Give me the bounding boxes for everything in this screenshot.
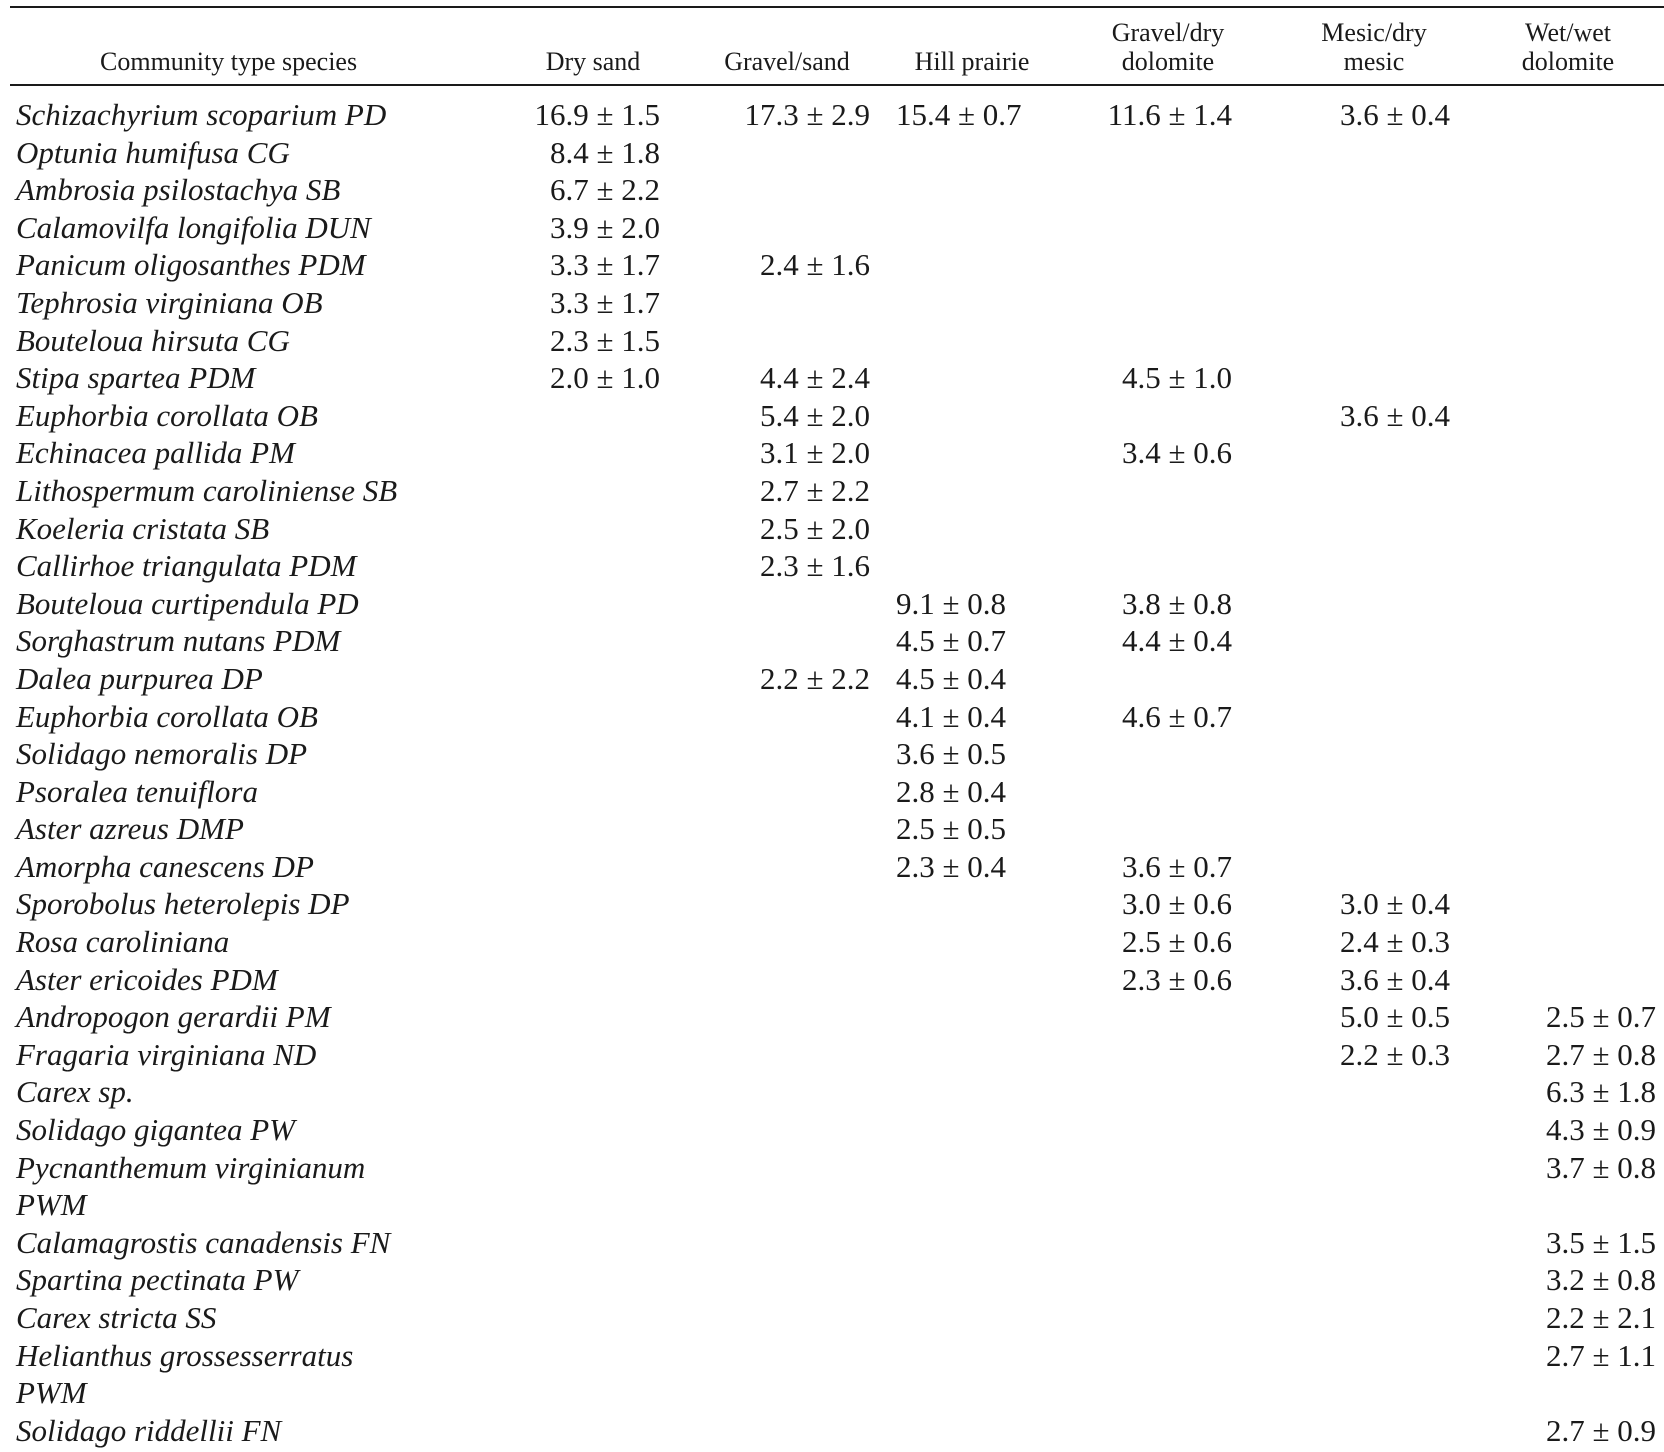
- table-row: [10, 1412, 1664, 1450]
- value-cell: [690, 171, 884, 209]
- value-cell: 6.3 ± 1.8: [1545, 1074, 1656, 1110]
- species-name-cell: Carex stricta SS: [16, 1300, 217, 1335]
- value-cell: 3.9 ± 2.0: [549, 209, 660, 245]
- value-cell: [884, 1299, 1060, 1337]
- value-cell: [690, 1299, 884, 1337]
- table-row: [10, 998, 1664, 1036]
- value-cell: [690, 1224, 884, 1262]
- value-cell: [690, 1412, 884, 1450]
- value-cell: [1276, 322, 1472, 360]
- value-cell: [1060, 472, 1276, 510]
- value-cell: [884, 510, 1060, 548]
- species-name-cell: Bouteloua hirsuta CG: [16, 322, 290, 358]
- value-cell: [1472, 547, 1664, 585]
- table-row: [10, 848, 1664, 886]
- value-cell: [690, 810, 884, 848]
- value-cell: [884, 1412, 1060, 1450]
- value-cell: 3.3 ± 1.7: [549, 247, 660, 283]
- value-cell: 2.7 ± 0.9: [1545, 1412, 1656, 1448]
- value-cell: [1276, 735, 1472, 773]
- value-cell: [1060, 1111, 1276, 1149]
- value-cell: [1472, 585, 1664, 623]
- species-name-cell: Solidago gigantea PW: [16, 1112, 295, 1148]
- value-cell: [1060, 209, 1276, 247]
- species-name-cell: Spartina pectinata PW: [16, 1262, 299, 1298]
- value-cell: 17.3 ± 2.9: [744, 97, 870, 132]
- value-cell: [1060, 397, 1276, 435]
- value-cell: [1472, 885, 1664, 923]
- value-cell: 2.5 ± 2.0: [759, 510, 870, 546]
- value-cell: [496, 585, 690, 623]
- table-row: [10, 1149, 1664, 1224]
- table-row: [10, 397, 1664, 435]
- species-name-cell: Calamagrostis canadensis FN: [16, 1224, 391, 1260]
- value-cell: [1060, 660, 1276, 698]
- value-cell: [1276, 134, 1472, 172]
- value-cell: 3.6 ± 0.5: [896, 736, 1007, 772]
- value-cell: [690, 735, 884, 773]
- value-cell: 3.6 ± 0.4: [1339, 961, 1450, 997]
- value-cell: [1276, 848, 1472, 886]
- value-cell: 6.7 ± 2.2: [549, 172, 660, 208]
- value-cell: [884, 1224, 1060, 1262]
- table-row: [10, 1224, 1664, 1262]
- table-row: [10, 622, 1664, 660]
- value-cell: [1276, 698, 1472, 736]
- value-cell: [1472, 698, 1664, 736]
- value-cell: [1276, 1299, 1472, 1337]
- table-row: [10, 85, 1664, 134]
- value-cell: 2.3 ± 1.6: [759, 548, 870, 584]
- value-cell: [496, 434, 690, 472]
- value-cell: [496, 998, 690, 1036]
- value-cell: [1276, 585, 1472, 623]
- value-cell: [1472, 85, 1664, 134]
- value-cell: [496, 1412, 690, 1450]
- value-cell: 3.2 ± 0.8: [1545, 1262, 1656, 1298]
- value-cell: [1276, 1073, 1472, 1111]
- value-cell: [496, 510, 690, 548]
- value-cell: [690, 1337, 884, 1412]
- table-row: [10, 171, 1664, 209]
- value-cell: 3.4 ± 0.6: [1121, 435, 1232, 471]
- value-cell: [1276, 1337, 1472, 1412]
- species-name-cell: Euphorbia corollata OB: [16, 397, 318, 433]
- value-cell: [496, 848, 690, 886]
- value-cell: [1060, 1337, 1276, 1412]
- value-cell: [1276, 472, 1472, 510]
- table-row: [10, 1073, 1664, 1111]
- table-row: [10, 284, 1664, 322]
- value-cell: [1276, 622, 1472, 660]
- table-container: [10, 6, 1664, 1449]
- value-cell: [690, 1036, 884, 1074]
- value-cell: 2.8 ± 0.4: [896, 773, 1007, 809]
- value-cell: 2.3 ± 0.6: [1121, 961, 1232, 997]
- table-body: [10, 85, 1664, 1449]
- header-wet-wet-dolomite: Wet/wet dolomite: [1521, 18, 1615, 76]
- value-cell: [1060, 1036, 1276, 1074]
- value-cell: [1276, 246, 1472, 284]
- table-row: [10, 585, 1664, 623]
- value-cell: [1060, 1073, 1276, 1111]
- header-row: [10, 7, 1664, 85]
- value-cell: 4.5 ± 0.7: [896, 623, 1007, 659]
- value-cell: [690, 1261, 884, 1299]
- species-name-cell: Panicum oligosanthes PDM: [16, 247, 366, 283]
- value-cell: [1472, 848, 1664, 886]
- value-cell: [884, 1073, 1060, 1111]
- value-cell: 4.4 ± 2.4: [759, 360, 870, 396]
- header-dry-sand: Dry sand: [545, 47, 641, 76]
- table-row: [10, 660, 1664, 698]
- value-cell: [1276, 434, 1472, 472]
- species-name-cell: Tephrosia virginiana OB: [16, 284, 323, 320]
- value-cell: [884, 134, 1060, 172]
- value-cell: [1060, 773, 1276, 811]
- value-cell: [496, 1149, 690, 1224]
- value-cell: 4.5 ± 0.4: [896, 660, 1007, 696]
- value-cell: [1472, 134, 1664, 172]
- value-cell: 3.0 ± 0.4: [1339, 886, 1450, 922]
- value-cell: [496, 547, 690, 585]
- value-cell: [1276, 359, 1472, 397]
- value-cell: [496, 397, 690, 435]
- header-gravel-sand: Gravel/sand: [724, 47, 850, 76]
- value-cell: [1276, 284, 1472, 322]
- value-cell: [496, 810, 690, 848]
- value-cell: 4.6 ± 0.7: [1121, 698, 1232, 734]
- value-cell: [884, 547, 1060, 585]
- value-cell: [496, 1261, 690, 1299]
- value-cell: [1472, 322, 1664, 360]
- value-cell: [884, 472, 1060, 510]
- value-cell: [496, 622, 690, 660]
- species-name-cell: Ambrosia psilostachya SB: [16, 172, 341, 208]
- value-cell: [1276, 1412, 1472, 1450]
- value-cell: [884, 359, 1060, 397]
- species-name-cell: Calamovilfa longifolia DUN: [16, 209, 371, 245]
- value-cell: [884, 171, 1060, 209]
- value-cell: [1472, 284, 1664, 322]
- value-cell: [496, 773, 690, 811]
- value-cell: 15.4 ± 0.7: [896, 97, 1022, 132]
- value-cell: [884, 1337, 1060, 1412]
- value-cell: [1472, 472, 1664, 510]
- value-cell: [884, 397, 1060, 435]
- value-cell: [496, 472, 690, 510]
- value-cell: [496, 885, 690, 923]
- value-cell: [884, 284, 1060, 322]
- value-cell: [1276, 209, 1472, 247]
- value-cell: [1060, 1412, 1276, 1450]
- table-row: [10, 134, 1664, 172]
- value-cell: [1472, 246, 1664, 284]
- species-name-cell: Psoralea tenuiflora: [16, 773, 258, 809]
- species-name-cell: Lithospermum caroliniense SB: [16, 472, 398, 508]
- value-cell: 2.5 ± 0.7: [1545, 999, 1656, 1035]
- table-row: [10, 885, 1664, 923]
- value-cell: [690, 1149, 884, 1224]
- value-cell: [884, 1149, 1060, 1224]
- value-cell: [884, 998, 1060, 1036]
- value-cell: [1276, 810, 1472, 848]
- species-name-cell: Schizachyrium scoparium PD: [16, 97, 387, 132]
- value-cell: [884, 1261, 1060, 1299]
- table-row: [10, 1111, 1664, 1149]
- value-cell: [884, 885, 1060, 923]
- value-cell: [884, 434, 1060, 472]
- value-cell: 11.6 ± 1.4: [1107, 97, 1232, 132]
- value-cell: 3.1 ± 2.0: [759, 435, 870, 471]
- value-cell: [1472, 359, 1664, 397]
- value-cell: [1276, 660, 1472, 698]
- value-cell: [496, 735, 690, 773]
- value-cell: 2.7 ± 1.1: [1545, 1337, 1656, 1373]
- table-row: [10, 472, 1664, 510]
- value-cell: [496, 1073, 690, 1111]
- value-cell: 4.3 ± 0.9: [1545, 1112, 1656, 1148]
- value-cell: [1060, 547, 1276, 585]
- value-cell: 4.5 ± 1.0: [1121, 360, 1232, 396]
- value-cell: [1276, 773, 1472, 811]
- species-name-cell: Rosa caroliniana: [16, 924, 230, 960]
- value-cell: [1060, 1149, 1276, 1224]
- table-row: [10, 923, 1664, 961]
- species-name-cell: Echinacea pallida PM: [16, 435, 295, 471]
- species-name-cell: Optunia humifusa CG: [16, 134, 290, 170]
- value-cell: [1472, 961, 1664, 999]
- value-cell: [1276, 1111, 1472, 1149]
- value-cell: [1472, 773, 1664, 811]
- header-hill-prairie: Hill prairie: [914, 47, 1030, 76]
- value-cell: 3.3 ± 1.7: [549, 284, 660, 320]
- value-cell: [1060, 171, 1276, 209]
- value-cell: [1276, 510, 1472, 548]
- value-cell: 3.6 ± 0.7: [1121, 848, 1232, 884]
- species-table: [10, 6, 1664, 1449]
- value-cell: 3.0 ± 0.6: [1121, 886, 1232, 922]
- table-row: [10, 510, 1664, 548]
- species-name-cell: Bouteloua curtipendula PD: [16, 585, 359, 621]
- value-cell: 2.5 ± 0.5: [896, 811, 1007, 847]
- value-cell: 2.5 ± 0.6: [1121, 924, 1232, 960]
- value-cell: [1472, 660, 1664, 698]
- value-cell: [884, 1036, 1060, 1074]
- value-cell: [690, 1073, 884, 1111]
- table-row: [10, 773, 1664, 811]
- value-cell: [690, 322, 884, 360]
- species-name-cell: Fragaria virginiana ND: [16, 1036, 317, 1072]
- species-name-cell: Koeleria cristata SB: [16, 510, 270, 546]
- value-cell: 2.4 ± 0.3: [1339, 924, 1450, 960]
- table-row: [10, 322, 1664, 360]
- value-cell: [690, 585, 884, 623]
- value-cell: [690, 622, 884, 660]
- value-cell: 5.0 ± 0.5: [1339, 999, 1450, 1035]
- value-cell: [496, 1224, 690, 1262]
- value-cell: [1060, 322, 1276, 360]
- table-header: [10, 7, 1664, 85]
- value-cell: [884, 246, 1060, 284]
- value-cell: [1060, 1299, 1276, 1337]
- species-name-cell: Carex sp.: [16, 1074, 134, 1110]
- table-row: [10, 547, 1664, 585]
- value-cell: 9.1 ± 0.8: [896, 585, 1007, 621]
- value-cell: [1472, 622, 1664, 660]
- value-cell: [1060, 284, 1276, 322]
- value-cell: [496, 1299, 690, 1337]
- species-name-cell: Callirhoe triangulata PDM: [16, 548, 357, 584]
- table-row: [10, 698, 1664, 736]
- value-cell: 5.4 ± 2.0: [759, 397, 870, 433]
- value-cell: [690, 134, 884, 172]
- table-row: [10, 434, 1664, 472]
- value-cell: [1060, 998, 1276, 1036]
- table-row: [10, 961, 1664, 999]
- species-name-cell: Aster ericoides PDM: [16, 961, 278, 997]
- species-name-cell: Helianthus grossesserratus PWM: [16, 1337, 354, 1411]
- value-cell: [1276, 1224, 1472, 1262]
- value-cell: [496, 961, 690, 999]
- value-cell: [1472, 735, 1664, 773]
- value-cell: 2.0 ± 1.0: [549, 360, 660, 396]
- species-name-cell: Sporobolus heterolepis DP: [16, 886, 350, 922]
- header-mesic-dry-mesic: Mesic/dry mesic: [1321, 18, 1427, 76]
- species-name-cell: Euphorbia corollata OB: [16, 698, 318, 734]
- value-cell: [1060, 735, 1276, 773]
- value-cell: [1060, 810, 1276, 848]
- value-cell: 3.7 ± 0.8: [1545, 1149, 1656, 1185]
- value-cell: [690, 923, 884, 961]
- value-cell: 3.6 ± 0.4: [1339, 397, 1450, 433]
- species-name-cell: Andropogon gerardii PM: [16, 999, 331, 1035]
- value-cell: [1060, 246, 1276, 284]
- value-cell: 2.7 ± 0.8: [1545, 1036, 1656, 1072]
- value-cell: 2.7 ± 2.2: [759, 472, 870, 508]
- value-cell: 2.3 ± 0.4: [896, 848, 1007, 884]
- value-cell: [1276, 171, 1472, 209]
- header-gravel-dry-dolomite: Gravel/dry dolomite: [1111, 18, 1225, 76]
- value-cell: 2.2 ± 0.3: [1339, 1036, 1450, 1072]
- species-name-cell: Stipa spartea PDM: [16, 360, 256, 396]
- header-species: Community type species: [100, 47, 358, 76]
- value-cell: [1472, 397, 1664, 435]
- value-cell: [496, 1036, 690, 1074]
- value-cell: [1472, 923, 1664, 961]
- value-cell: [884, 1111, 1060, 1149]
- value-cell: [496, 1111, 690, 1149]
- value-cell: [1472, 810, 1664, 848]
- value-cell: [690, 698, 884, 736]
- species-name-cell: Solidago nemoralis DP: [16, 736, 308, 772]
- value-cell: [1060, 1224, 1276, 1262]
- value-cell: 4.1 ± 0.4: [896, 698, 1007, 734]
- value-cell: [690, 284, 884, 322]
- value-cell: [690, 998, 884, 1036]
- value-cell: 3.5 ± 1.5: [1545, 1224, 1656, 1260]
- species-name-cell: Aster azreus DMP: [16, 811, 244, 847]
- value-cell: [884, 923, 1060, 961]
- value-cell: [1472, 209, 1664, 247]
- table-row: [10, 209, 1664, 247]
- table-row: [10, 359, 1664, 397]
- value-cell: [1060, 510, 1276, 548]
- value-cell: [1472, 510, 1664, 548]
- species-name-cell: Pycnanthemum virginianum PWM: [16, 1149, 366, 1223]
- value-cell: 4.4 ± 0.4: [1121, 623, 1232, 659]
- value-cell: [496, 1337, 690, 1412]
- value-cell: [690, 961, 884, 999]
- species-name-cell: Sorghastrum nutans PDM: [16, 623, 341, 659]
- value-cell: [1276, 1149, 1472, 1224]
- value-cell: 2.4 ± 1.6: [759, 247, 870, 283]
- value-cell: [496, 698, 690, 736]
- value-cell: [690, 1111, 884, 1149]
- value-cell: 2.2 ± 2.1: [1545, 1300, 1656, 1335]
- value-cell: [690, 848, 884, 886]
- table-row: [10, 1337, 1664, 1412]
- value-cell: [884, 961, 1060, 999]
- species-name-cell: Solidago riddellii FN: [16, 1412, 282, 1448]
- table-row: [10, 1036, 1664, 1074]
- value-cell: 2.3 ± 1.5: [549, 322, 660, 358]
- value-cell: 2.2 ± 2.2: [759, 660, 870, 696]
- table-row: [10, 810, 1664, 848]
- value-cell: [884, 209, 1060, 247]
- value-cell: 3.6 ± 0.4: [1339, 97, 1450, 132]
- value-cell: [1060, 1261, 1276, 1299]
- value-cell: [496, 923, 690, 961]
- value-cell: 3.8 ± 0.8: [1121, 585, 1232, 621]
- table-row: [10, 1261, 1664, 1299]
- value-cell: [690, 209, 884, 247]
- value-cell: [690, 773, 884, 811]
- species-name-cell: Amorpha canescens DP: [16, 848, 314, 884]
- value-cell: [1472, 171, 1664, 209]
- value-cell: [884, 322, 1060, 360]
- table-row: [10, 246, 1664, 284]
- species-name-cell: Dalea purpurea DP: [16, 660, 263, 696]
- table-row: [10, 735, 1664, 773]
- value-cell: [1060, 134, 1276, 172]
- value-cell: [496, 660, 690, 698]
- value-cell: [1276, 547, 1472, 585]
- value-cell: [1276, 1261, 1472, 1299]
- value-cell: 16.9 ± 1.5: [534, 97, 660, 132]
- value-cell: [1472, 434, 1664, 472]
- value-cell: [690, 885, 884, 923]
- table-row: [10, 1299, 1664, 1337]
- value-cell: 8.4 ± 1.8: [549, 134, 660, 170]
